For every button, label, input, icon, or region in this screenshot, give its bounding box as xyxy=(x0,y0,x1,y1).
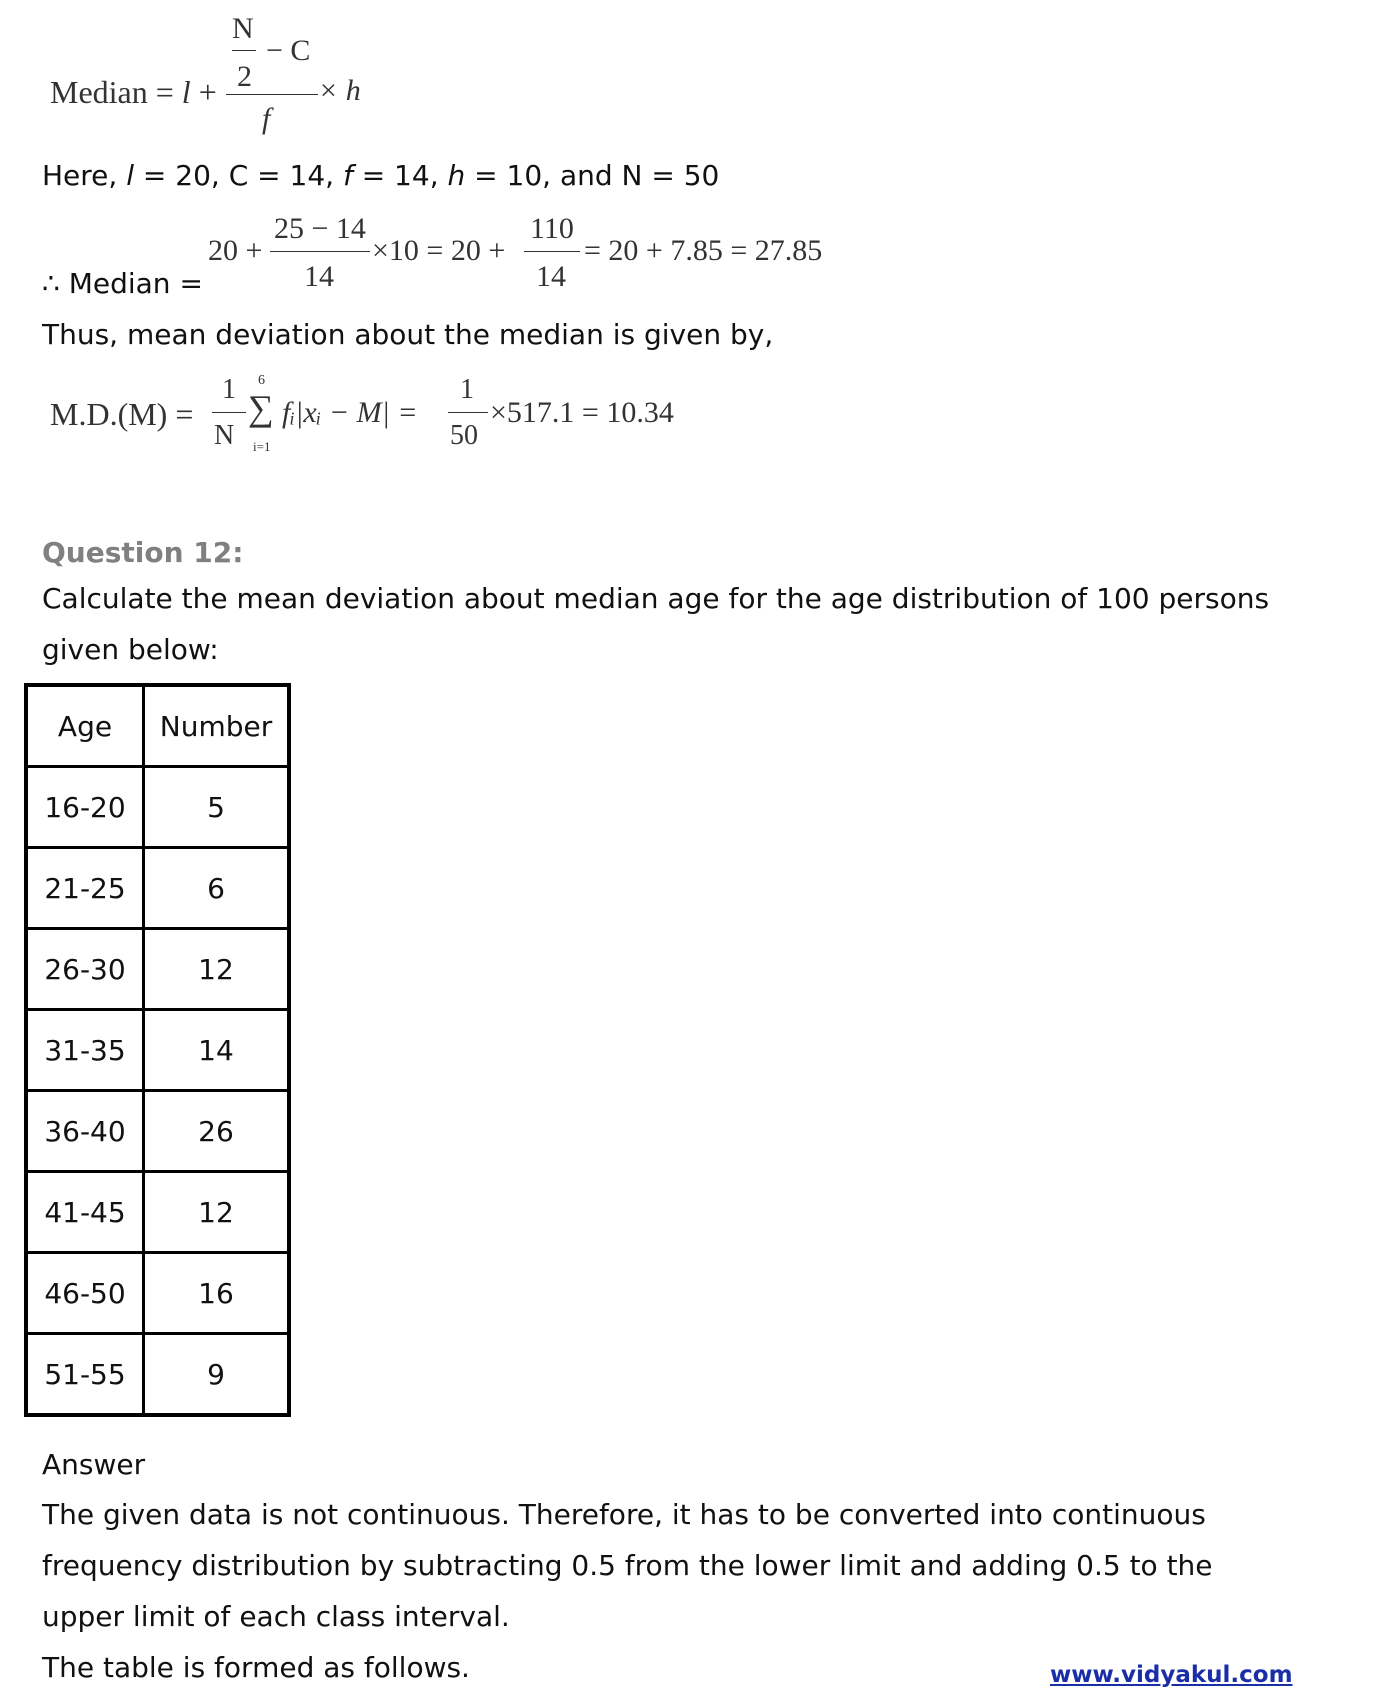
table-cell-number: 16 xyxy=(144,1253,290,1334)
table-cell-number: 26 xyxy=(144,1091,290,1172)
table-row xyxy=(26,767,289,848)
calc-frac1-den: 14 xyxy=(304,260,334,293)
table-cell-age: 51-55 xyxy=(26,1334,144,1416)
age-distribution-table xyxy=(24,683,291,1417)
md-frac1-bar xyxy=(212,412,246,413)
table-cell-number: 14 xyxy=(144,1010,290,1091)
table-cell-age: 46-50 xyxy=(26,1253,144,1334)
median-l: l xyxy=(181,74,191,110)
median-minus-C: − C xyxy=(266,34,311,67)
answer-line-4: The table is formed as follows. xyxy=(42,1651,470,1684)
table-header-age: Age xyxy=(26,685,144,767)
table-cell-number: 12 xyxy=(144,929,290,1010)
calc-times10: ×10 = 20 + xyxy=(372,234,506,267)
calc-median-label: ∴ Median = xyxy=(42,267,203,300)
table-row xyxy=(26,1172,289,1253)
median-half-bar xyxy=(232,50,256,51)
median-lhs: Median = xyxy=(50,74,182,110)
md-intro: Thus, mean deviation about the median is given by, xyxy=(42,318,774,351)
md-frac1-den: N xyxy=(214,420,235,451)
md-sigma-top: 6 xyxy=(258,373,265,388)
table-cell-number: 12 xyxy=(144,1172,290,1253)
calc-frac1-bar xyxy=(270,251,370,252)
median-main-bar xyxy=(226,94,318,95)
question-heading: Question 12: xyxy=(42,536,244,569)
table-cell-age: 26-30 xyxy=(26,929,144,1010)
median-plus: + xyxy=(190,74,217,110)
median-num-2: 2 xyxy=(237,60,252,93)
calc-frac2-bar xyxy=(524,251,580,252)
md-sigma-bottom: i=1 xyxy=(253,439,271,454)
calc-result: = 20 + 7.85 = 27.85 xyxy=(584,234,823,267)
calc-frac2-den: 14 xyxy=(536,260,566,293)
md-frac2-num: 1 xyxy=(460,374,474,405)
md-sigma: ∑ xyxy=(248,388,274,428)
table-cell-age: 31-35 xyxy=(26,1010,144,1091)
answer-line-2: frequency distribution by subtracting 0.5 from the lower limit and adding 0.5 to the xyxy=(42,1549,1213,1582)
answer-line-3: upper limit of each class interval. xyxy=(42,1600,510,1633)
table-row xyxy=(26,1091,289,1172)
md-lhs: M.D.(M) = xyxy=(50,396,194,432)
table-row xyxy=(26,1253,289,1334)
question-line-2: given below: xyxy=(42,633,219,666)
calc-20-plus-a: 20 + xyxy=(208,234,263,267)
given-values-line: Here, l = 20, C = 14, f = 14, h = 10, and N = 50 xyxy=(42,159,720,192)
md-body: fᵢ|xᵢ − M| = xyxy=(282,396,418,429)
median-num-N: N xyxy=(232,12,254,45)
median-den-f: f xyxy=(262,102,271,135)
table-cell-number: 6 xyxy=(144,848,290,929)
calc-frac2-num: 110 xyxy=(530,212,574,245)
table-header-number: Number xyxy=(144,685,290,767)
table-cell-age: 16-20 xyxy=(26,767,144,848)
md-frac2-den: 50 xyxy=(450,420,478,451)
table-row xyxy=(26,848,289,929)
md-frac2-bar xyxy=(448,412,488,413)
md-result: ×517.1 = 10.34 xyxy=(490,396,674,429)
table-cell-age: 36-40 xyxy=(26,1091,144,1172)
table-row xyxy=(26,1010,289,1091)
vidyakul-link[interactable]: www.vidyakul.com xyxy=(1050,1662,1293,1688)
table-cell-number: 5 xyxy=(144,767,290,848)
table-row xyxy=(26,1334,289,1416)
median-times-h: × h xyxy=(318,74,361,107)
table-row xyxy=(26,929,289,1010)
md-frac1-num: 1 xyxy=(222,374,236,405)
table-cell-number: 9 xyxy=(144,1334,290,1416)
calc-frac1-num: 25 − 14 xyxy=(274,212,366,245)
answer-line-1: The given data is not continuous. Therefore, it has to be converted into continuous xyxy=(42,1498,1206,1531)
answer-label: Answer xyxy=(42,1448,146,1481)
table-cell-age: 21-25 xyxy=(26,848,144,929)
question-line-1: Calculate the mean deviation about median age for the age distribution of 100 persons xyxy=(42,582,1270,615)
table-cell-age: 41-45 xyxy=(26,1172,144,1253)
table-header-row xyxy=(26,685,289,767)
